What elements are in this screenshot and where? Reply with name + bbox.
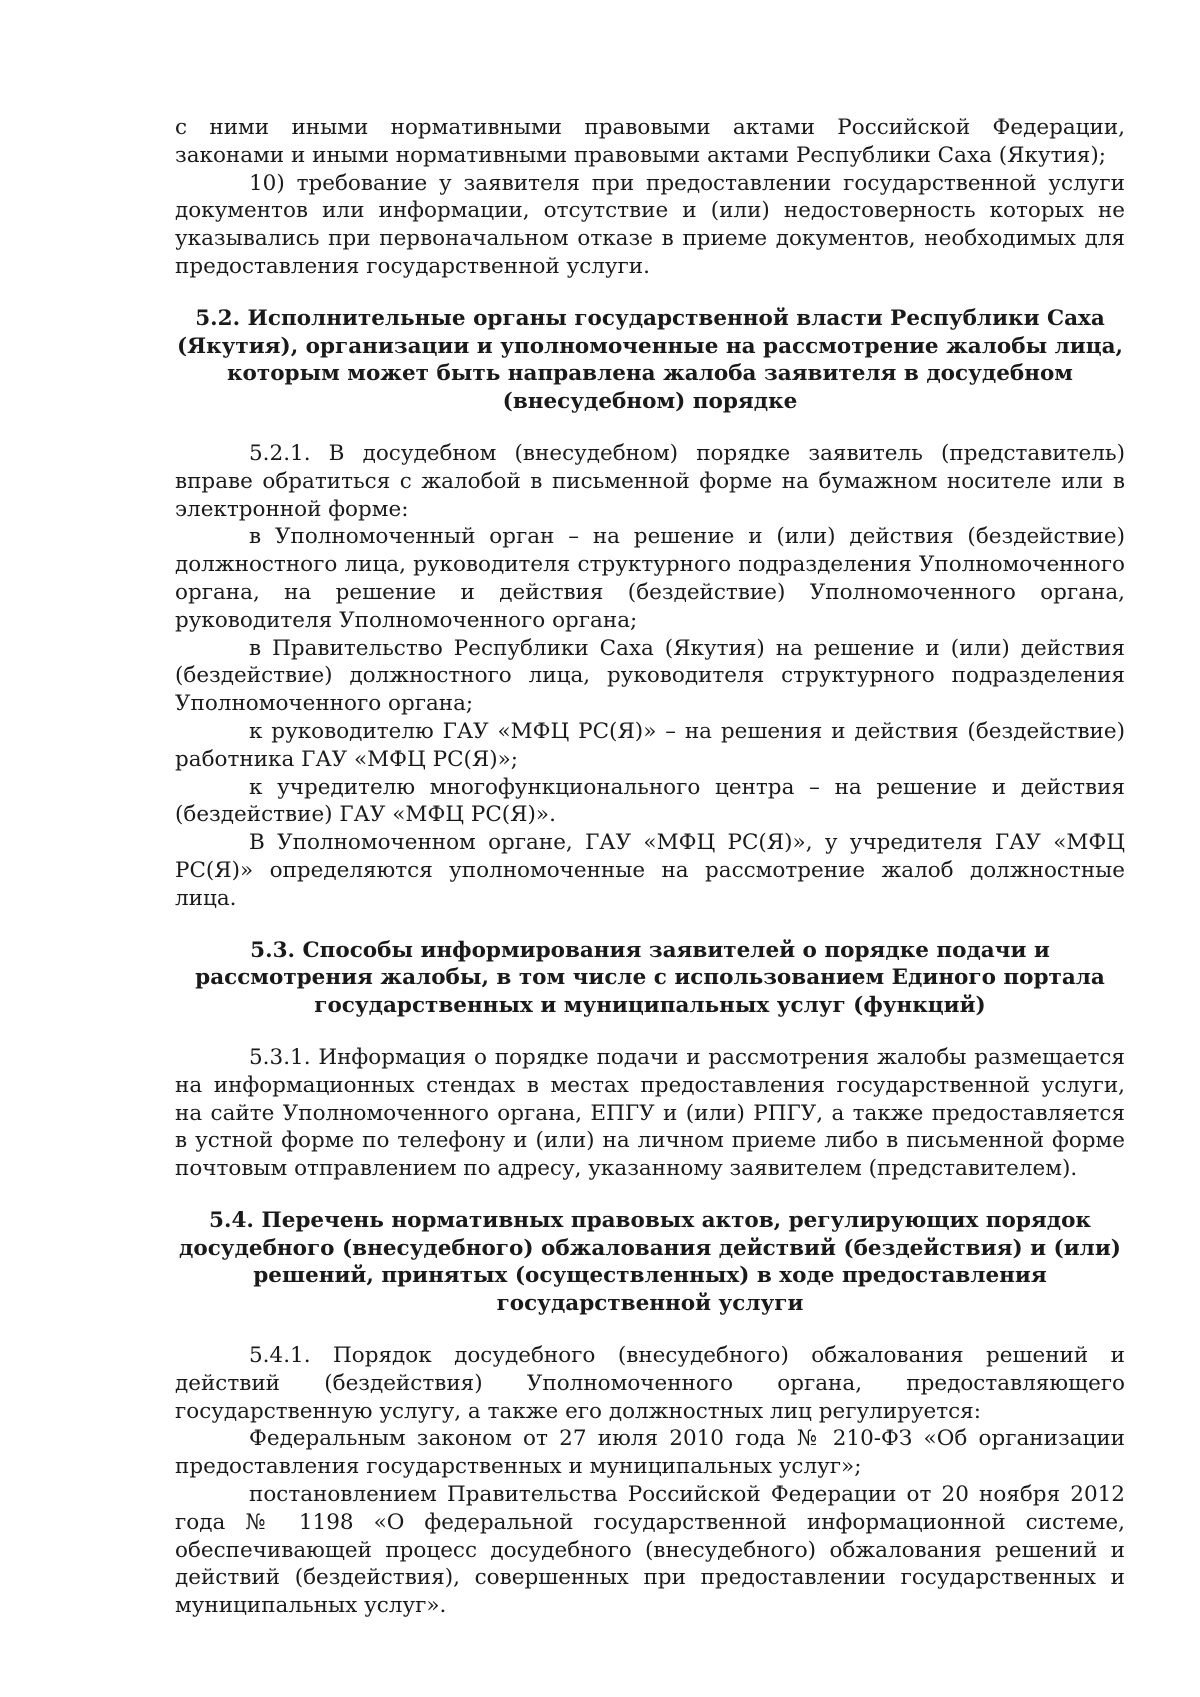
paragraph: 5.4.1. Порядок досудебного (внесудебного) обжалования решений и действий (бездействия) Уполномоченного органа, предоставляющего государственную услугу, а также его должностных лиц регулируется: xyxy=(175,1343,1125,1424)
paragraph: В Уполномоченном органе, ГАУ «МФЦ РС(Я)», у учредителя ГАУ «МФЦ РС(Я)» определяются уполномоченные на рассмотрение жалоб должностные лица. xyxy=(175,830,1125,911)
paragraph: 5.3.1. Информация о порядке подачи и рассмотрения жалобы размещается на информационных стендах в местах предоставления государственной услуги, на сайте Уполномоченного органа, ЕПГУ и (или) РПГУ, а также предоставляется в устной форме по телефону и (или) на личном приеме либо в письменной форме почтовым отправлением по адресу, указанному заявителем (представителем). xyxy=(175,1044,1125,1182)
paragraph: постановлением Правительства Российской Федерации от 20 ноября 2012 года № 1198 «О федеральной государственной информационной системе, обеспечивающей процесс досудебного (внесудебного) обжалования решений и действий (бездействия), совершенных при предоставлении государственных и муниципальных услуг». xyxy=(175,1482,1125,1619)
section-heading-5-2: 5.2. Исполнительные органы государственной власти Республики Саха (Якутия), организации и уполномоченные на рассмотрение жалобы лица, которым может быть направлена жалоба заявителя в досудебном (внесудебном) порядке xyxy=(176,305,1124,415)
paragraph: Федеральным законом от 27 июля 2010 года № 210-ФЗ «Об организации предоставления государственных и муниципальных услуг»; xyxy=(175,1426,1125,1480)
paragraph: с ними иными нормативными правовыми актами Российской Федерации, законами и иными нормативными правовыми актами Республики Саха (Якутия); xyxy=(175,115,1125,168)
section-heading-5-4: 5.4. Перечень нормативных правовых актов, регулирующих порядок досудебного (внесудебного) обжалования действий (бездействия) и (или) решений, принятых (осуществленных) в ходе предоставления государственной услуги xyxy=(179,1207,1121,1317)
section-heading-5-3: 5.3. Способы информирования заявителей о порядке подачи и рассмотрения жалобы, в том числе с использованием Единого портала государственных и муниципальных услуг (функций) xyxy=(195,937,1105,1019)
paragraph: в Правительство Республики Саха (Якутия) на решение и (или) действия (бездействие) должностного лица, руководителя структурного подразделения Уполномоченного органа; xyxy=(175,635,1125,717)
paragraph: к учредителю многофункционального центра – на решение и действия (бездействие) ГАУ «МФЦ РС(Я)». xyxy=(175,774,1125,828)
paragraph: 5.2.1. В досудебном (внесудебном) порядке заявитель (представитель) вправе обратиться с жалобой в письменной форме на бумажном носителе или в электронной форме: xyxy=(175,440,1125,522)
paragraph: в Уполномоченный орган – на решение и (или) действия (бездействие) должностного лица, руководителя структурного подразделения Уполномоченного органа, на решение и действия (бездействие) Уполномоченного органа, руководителя Уполномоченного органа; xyxy=(175,524,1125,633)
paragraph: к руководителю ГАУ «МФЦ РС(Я)» – на решения и действия (бездействие) работника ГАУ «МФЦ РС(Я)»; xyxy=(175,718,1125,772)
document-page xyxy=(175,114,1125,1620)
paragraph: 10) требование у заявителя при предоставлении государственной услуги документов или информации, отсутствие и (или) недостоверность которых не указывались при первоначальном отказе в приеме документов, необходимых для предоставления государственной услуги. xyxy=(175,170,1125,279)
